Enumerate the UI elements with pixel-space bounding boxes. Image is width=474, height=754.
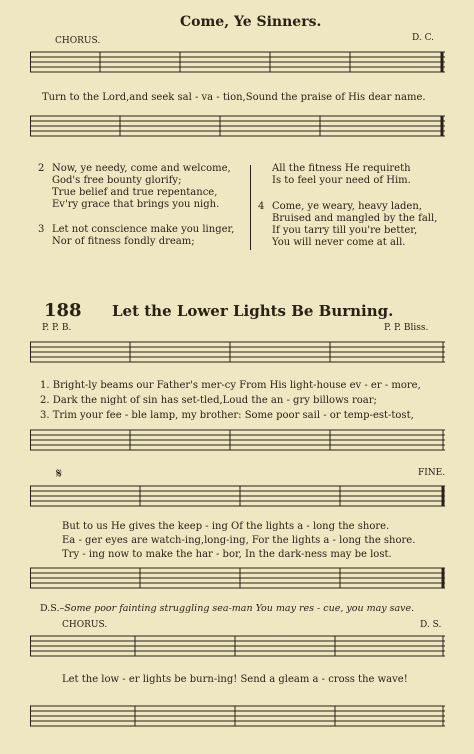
staff-lines xyxy=(30,634,445,658)
stanza-line: Let not conscience make you linger, xyxy=(52,224,235,235)
chorus-label: CHORUS. xyxy=(62,620,108,630)
music-staff xyxy=(30,50,445,74)
music-staff xyxy=(30,704,445,728)
hymn-number: 188 xyxy=(44,300,82,321)
stanza-line: True belief and true repentance, xyxy=(52,187,218,198)
stanza-line: Come, ye weary, heavy laden, xyxy=(272,201,422,212)
stanza-number: 2 xyxy=(38,163,45,174)
lyric-line: Turn to the Lord,and seek sal - va - tion,Sound the praise of His dear name. xyxy=(42,92,426,103)
music-credit: P. P. Bliss. xyxy=(384,323,429,333)
staff-lines xyxy=(30,704,445,728)
stanza-line: Nor of fitness fondly dream; xyxy=(52,236,195,247)
stanza-3-continued xyxy=(258,163,411,187)
hymn-title: Let the Lower Lights Be Burning. xyxy=(112,302,394,320)
verse-line: 1. Bright-ly beams our Father's mer-cy From His light-house ev - er - more, xyxy=(40,380,421,391)
staff-lines xyxy=(30,566,445,590)
staff-lines xyxy=(30,340,445,364)
verse-line: 2. Dark the night of sin has set-tled,Loud the an - gry billows roar; xyxy=(40,395,377,406)
staff-lines xyxy=(30,50,445,74)
stanza-3 xyxy=(38,224,234,248)
stanza-2 xyxy=(38,163,231,211)
music-staff xyxy=(30,484,445,508)
ds-text: –Some poor fainting struggling sea-man You may res - cue, you may save. xyxy=(59,603,415,614)
ds-line xyxy=(40,603,414,614)
stanza-line: You will never come at all. xyxy=(272,237,406,248)
stanza-number: 3 xyxy=(38,224,45,235)
staff-lines xyxy=(30,114,445,138)
stanza-line: Bruised and mangled by the fall, xyxy=(272,213,438,224)
staff-lines xyxy=(30,428,445,452)
music-staff xyxy=(30,340,445,364)
words-credit: P. P. B. xyxy=(42,323,72,333)
staff-lines xyxy=(30,484,445,508)
refrain-line: Ea - ger eyes are watch-ing,long-ing, For the lights a - long the shore. xyxy=(62,535,416,546)
music-staff xyxy=(30,428,445,452)
segno-symbol: 𝄋 xyxy=(56,466,63,482)
verse-line: 3. Trim your fee - ble lamp, my brother: Some poor sail - or temp-est-tost, xyxy=(40,410,414,421)
hymn-title: Come, Ye Sinners. xyxy=(180,14,322,30)
stanza-line: Ev'ry grace that brings you nigh. xyxy=(52,199,220,210)
fine-label: FINE. xyxy=(418,468,446,478)
refrain-line: Try - ing now to make the har - bor, In the dark-ness may be lost. xyxy=(62,549,392,560)
stanza-4 xyxy=(258,201,437,249)
dc-label: D. C. xyxy=(412,33,435,43)
stanza-line: If you tarry till you're better, xyxy=(272,225,418,236)
stanza-line: God's free bounty glorify; xyxy=(52,175,182,186)
music-staff xyxy=(30,634,445,658)
music-staff xyxy=(30,114,445,138)
stanza-divider xyxy=(250,165,251,250)
refrain-line: But to us He gives the keep - ing Of the lights a - long the shore. xyxy=(62,521,390,532)
stanza-number: 4 xyxy=(258,201,265,212)
stanza-line: All the fitness He requireth xyxy=(272,163,411,174)
ds-prefix: D.S. xyxy=(40,603,60,614)
chorus-lyric: Let the low - er lights be burn-ing! Send a gleam a - cross the wave! xyxy=(62,674,408,685)
music-staff xyxy=(30,566,445,590)
stanza-line: Now, ye needy, come and welcome, xyxy=(52,163,231,174)
ds-label: D. S. xyxy=(420,620,442,630)
chorus-label: CHORUS. xyxy=(55,36,101,46)
stanza-line: Is to feel your need of Him. xyxy=(272,175,411,186)
